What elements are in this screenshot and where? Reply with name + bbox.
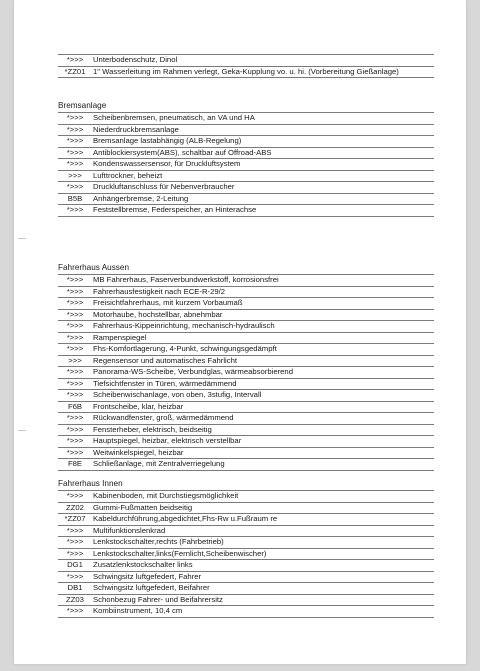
table-row: [58, 605, 434, 618]
item-description: Rückwandfenster, groß, wärmedämmend: [93, 413, 234, 422]
table-row: [58, 124, 434, 136]
item-code: *>>>: [66, 390, 84, 399]
row-list: [58, 490, 434, 618]
item-description: Druckluftanschluss für Nebenverbraucher: [93, 182, 235, 191]
item-description: Fahrerhausfestigkeit nach ECE-R-29/2: [93, 286, 226, 296]
table-row: [58, 536, 434, 548]
item-description: Regensensor und automatisches Fahrlicht: [93, 355, 238, 365]
item-description: Hauptspiegel, heizbar, elektrisch verstellbar: [93, 436, 242, 445]
item-code: *>>>: [66, 491, 84, 500]
item-code: *>>>: [66, 159, 84, 168]
table-row: [58, 435, 434, 447]
item-code: *>>>: [66, 367, 84, 376]
table-row: [58, 135, 434, 147]
item-code: *>>>: [66, 344, 84, 353]
table-row: [58, 548, 434, 560]
item-description: Kondenswassersensor, für Druckluftsystem: [93, 159, 241, 168]
item-code: *>>>: [66, 275, 84, 284]
item-description: Scheibenbremsen, pneumatisch, an VA und HA: [93, 113, 255, 122]
item-code: *>>>: [66, 147, 84, 157]
table-row: [58, 297, 434, 309]
section-title: Fahrerhaus Aussen: [58, 263, 130, 272]
item-code: *>>>: [66, 124, 84, 134]
item-code: *>>>: [66, 113, 84, 122]
item-description: Fahrerhaus-Kippeinrichtung, mechanisch-hydraulisch: [93, 321, 275, 330]
item-code: DB1: [67, 583, 83, 592]
top-section: [58, 54, 434, 78]
table-row: [58, 274, 434, 286]
item-description: Lufttrockner, beheizt: [93, 170, 163, 180]
item-description: Weitwinkelspiegel, heizbar: [93, 447, 184, 457]
item-code: *>>>: [66, 447, 84, 457]
table-row: [58, 582, 434, 594]
item-code: *>>>: [66, 606, 84, 615]
item-description: Schwingsitz luftgefedert, Beifahrer: [93, 583, 210, 592]
scan-mark: [18, 430, 26, 431]
item-code: *>>>: [66, 332, 84, 342]
item-code: *>>>: [66, 205, 84, 214]
item-description: Unterbodenschutz, Dinol: [93, 55, 178, 64]
row-list: [58, 112, 434, 217]
item-code: *>>>: [66, 298, 84, 307]
row-list: [58, 274, 434, 471]
table-row: [58, 158, 434, 170]
item-code: *>>>: [66, 424, 84, 434]
table-row: [58, 54, 434, 66]
table-row: [58, 366, 434, 378]
table-row: [58, 147, 434, 159]
table-row: [58, 66, 434, 79]
item-code: *>>>: [66, 571, 84, 581]
item-code: ZZ02: [66, 502, 84, 512]
item-description: Lenkstockschalter,rechts (Fahrbetrieb): [93, 537, 224, 546]
table-row: [58, 447, 434, 459]
table-row: [58, 378, 434, 390]
item-description: Schließanlage, mit Zentralverriegelung: [93, 459, 225, 468]
item-code: *>>>: [66, 55, 84, 64]
table-row: [58, 424, 434, 436]
table-row: [58, 181, 434, 193]
table-row: [58, 343, 434, 355]
table-row: [58, 412, 434, 424]
section-fahrerhaus-aussen: [58, 262, 434, 471]
item-description: Panorama-WS-Scheibe, Verbundglas, wärmeabsorbierend: [93, 367, 293, 376]
table-row: [58, 571, 434, 583]
item-description: 1" Wasserleitung im Rahmen verlegt, Geka-Kupplung vo. u. hi. (Vorbereitung Gießanlage): [93, 66, 399, 76]
item-code: *ZZ01: [64, 66, 86, 76]
section-fahrerhaus-innen: [58, 478, 434, 618]
item-code: *>>>: [66, 525, 84, 535]
item-description: Fhs-Komfortlagerung, 4-Punkt, schwingungsgedämpft: [93, 344, 277, 353]
item-description: MB Fahrerhaus, Faserverbundwerkstoff, korrosionsfrei: [93, 275, 279, 284]
table-row: [58, 332, 434, 344]
table-row: [58, 559, 434, 571]
item-description: Zusatzlenkstockschalter links: [93, 560, 193, 569]
item-code: F8E: [67, 459, 83, 468]
item-code: *>>>: [66, 413, 84, 422]
section-bremsanlage: [58, 100, 434, 217]
section-title: Bremsanlage: [58, 101, 107, 110]
item-description: Bremsanlage lastabhängig (ALB-Regelung): [93, 136, 242, 145]
table-row: [58, 286, 434, 298]
table-row: [58, 320, 434, 332]
table-row: [58, 309, 434, 321]
item-description: Feststellbremse, Federspeicher, an Hinterachse: [93, 205, 257, 214]
item-code: *>>>: [66, 537, 84, 546]
scan-mark: [18, 238, 26, 239]
item-description: Schwingsitz luftgefedert, Fahrer: [93, 571, 202, 581]
table-row: [58, 389, 434, 401]
item-description: Niederdruckbremsanlage: [93, 124, 179, 134]
item-code: *>>>: [66, 436, 84, 445]
table-row: [58, 513, 434, 525]
table-row: [58, 112, 434, 124]
item-description: Tiefsichtfenster in Türen, wärmedämmend: [93, 378, 237, 388]
item-description: Kombiinstrument, 10,4 cm: [93, 606, 183, 615]
item-description: Kabinenboden, mit Durchstiegsmöglichkeit: [93, 491, 239, 500]
item-code: B5B: [67, 193, 83, 203]
item-description: Frontscheibe, klar, heizbar: [93, 401, 184, 411]
item-code: >>>: [68, 170, 82, 180]
table-row: [58, 204, 434, 217]
item-description: Fensterheber, elektrisch, beidseitig: [93, 424, 212, 434]
table-row: [58, 458, 434, 471]
table-row: [58, 170, 434, 182]
item-description: Schonbezug Fahrer- und Beifahrersitz: [93, 594, 223, 604]
item-code: *ZZ07: [64, 514, 86, 523]
item-description: Anhängerbremse, 2-Leitung: [93, 193, 189, 203]
item-code: ZZ03: [66, 594, 84, 604]
item-description: Lenkstockschalter,links(Fernlicht,Scheibenwischer): [93, 548, 267, 558]
table-row: [58, 594, 434, 606]
document-page: [14, 0, 466, 664]
item-code: *>>>: [66, 309, 84, 319]
item-description: Motorhaube, hochstellbar, abnehmbar: [93, 309, 223, 319]
item-description: Multifunktionslenkrad: [93, 525, 166, 535]
item-description: Antiblockiersystem(ABS), schaltbar auf Offroad-ABS: [93, 147, 272, 157]
table-row: [58, 490, 434, 502]
item-code: >>>: [68, 355, 82, 365]
table-row: [58, 193, 434, 205]
item-description: Gummi-Fußmatten beidseitig: [93, 502, 193, 512]
item-code: *>>>: [66, 136, 84, 145]
item-code: F6B: [67, 401, 83, 411]
item-code: *>>>: [66, 548, 84, 558]
item-code: *>>>: [66, 182, 84, 191]
item-code: *>>>: [66, 321, 84, 330]
table-row: [58, 525, 434, 537]
table-row: [58, 502, 434, 514]
section-title: Fahrerhaus Innen: [58, 479, 123, 488]
item-description: Rampenspiegel: [93, 332, 147, 342]
item-code: *>>>: [66, 378, 84, 388]
item-code: *>>>: [66, 286, 84, 296]
item-description: Freisichtfahrerhaus, mit kurzem Vorbaumaß: [93, 298, 243, 307]
table-row: [58, 355, 434, 367]
table-row: [58, 401, 434, 413]
item-description: Scheibenwischanlage, von oben, 3stufig, Intervall: [93, 390, 262, 399]
item-description: Kabeldurchführung,abgedichtet,Fhs-Rw u.Fußraum re: [93, 514, 278, 523]
item-code: DG1: [67, 560, 83, 569]
